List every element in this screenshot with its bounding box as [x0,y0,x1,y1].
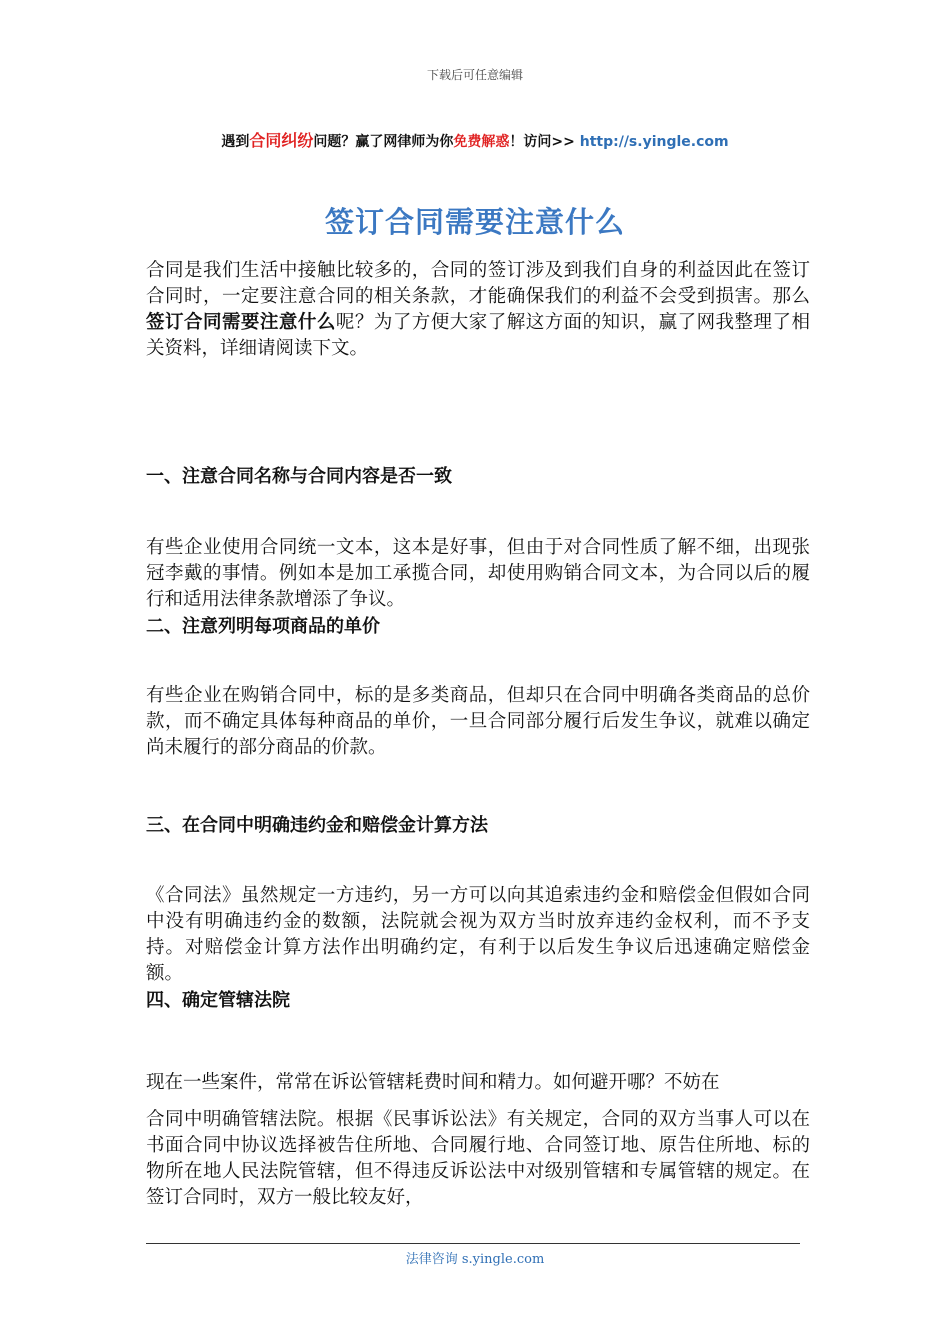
section-1-body: 有些企业使用合同统一文本，这本是好事，但由于对合同性质了解不细，出现张冠李戴的事情。例如本是加工承揽合同，却使用购销合同文本，为合同以后的履行和适用法律条款增添了争议。 [146,537,810,610]
section-1-heading: 一、注意合同名称与合同内容是否一致 [146,466,452,487]
promo-text-1: 遇到 [221,134,250,150]
promo-link[interactable]: http://s.yingle.com [579,134,729,150]
promo-text-3: ！访问>> [509,134,580,150]
intro-keyword: 签订合同需要注意什么 [146,312,336,333]
section-2-heading: 二、注意列明每项商品的单价 [146,616,380,637]
section-3-body: 《合同法》虽然规定一方违约，另一方可以向其追索违约金和赔偿金但假如合同中没有明确违约金的数额，法院就会视为双方当时放弃违约金权利，而不予支持。对赔偿金计算方法作出明确约定，有利于以后发生争议后迅速确定赔偿金额。 [146,885,810,984]
promo-highlight-contract-dispute: 合同纠纷 [249,131,314,150]
header-note: 下载后可任意编辑 [426,68,523,82]
document-title: 签订合同需要注意什么 [324,205,625,239]
footer-divider [146,1243,800,1244]
intro-text-before: 合同是我们生活中接触比较多的，合同的签订涉及到我们自身的利益因此在签订合同时，一定要注意合同的相关条款，才能确保我们的利益不会受到损害。那么 [146,260,810,307]
section-4-body: 合同中明确管辖法院。根据《民事诉讼法》有关规定，合同的双方当事人可以在书面合同中协议选择被告住所地、合同履行地、合同签订地、原告住所地、标的物所在地人民法院管辖，但不得违反诉讼法中对级别管辖和专属管辖的规定。在签订合同时，双方一般比较友好， [146,1109,810,1208]
intro-paragraph [146,258,810,362]
promo-text-2: 问题？赢了网律师为你 [313,134,454,150]
section-3-heading: 三、在合同中明确违约金和赔偿金计算方法 [146,815,488,836]
intro-text-after: 呢？为了方便大家了解这方面的知识，赢了网我整理了相关资料，详细请阅读下文。 [146,312,810,359]
section-2-body: 有些企业在购销合同中，标的是多类商品，但却只在合同中明确各类商品的总价款，而不确定具体每种商品的单价，一旦合同部分履行后发生争议，就难以确定尚未履行的部分商品的价款。 [146,685,810,758]
footer-link[interactable]: 法律咨询 s.yingle.com [405,1252,545,1267]
section-4-heading: 四、确定管辖法院 [146,990,290,1011]
section-4-body-line1: 现在一些案件，常常在诉讼管辖耗费时间和精力。如何避开哪？不妨在 [146,1072,720,1093]
promo-highlight-free: 免费解惑 [453,134,510,150]
promo-banner [0,128,950,151]
